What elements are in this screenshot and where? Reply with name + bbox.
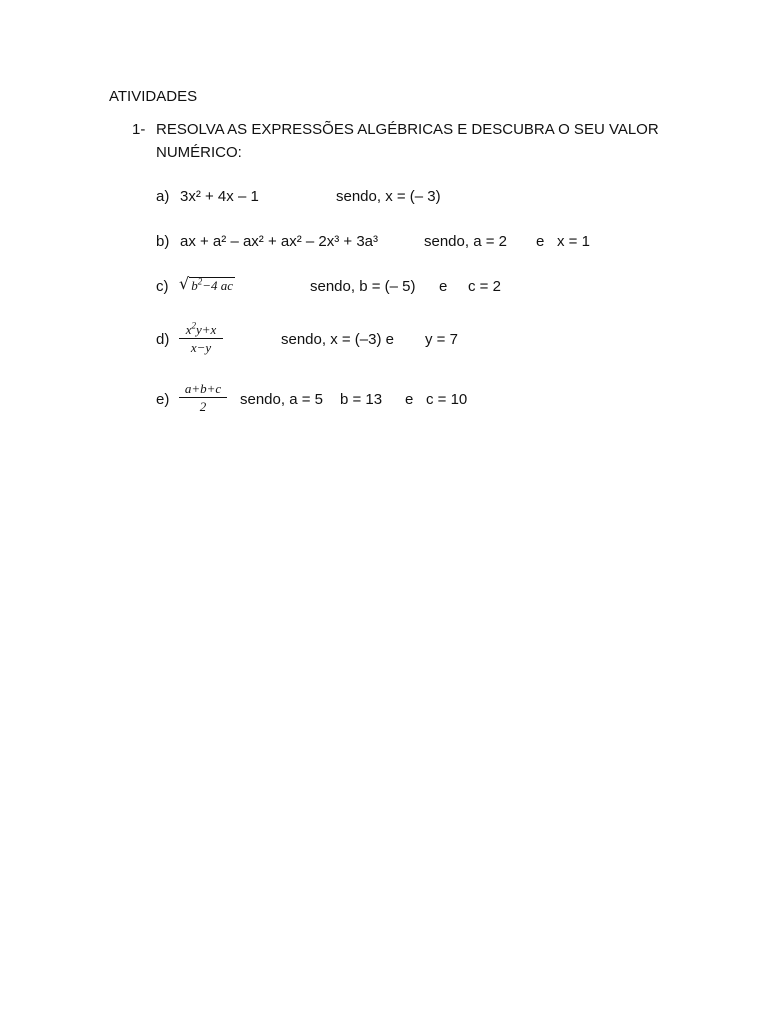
item-d-fraction [179, 322, 223, 355]
item-d-denominator: x−y [190, 340, 212, 355]
item-e-conj: e [405, 391, 414, 408]
item-b-conj: e [536, 233, 545, 250]
question-text-line2: NUMÉRICO: [156, 144, 242, 161]
item-e-condition2: c = 10 [426, 391, 468, 408]
fraction-bar [179, 397, 227, 398]
item-c-label: c) [156, 278, 169, 295]
item-d-numerator: $x^2y+x$ [185, 320, 217, 337]
item-b-label: b) [156, 233, 170, 250]
item-c-radicand: $b^2-4$ ac [191, 276, 233, 293]
item-b-condition: sendo, a = 2 [424, 233, 507, 250]
item-e-denominator: 2 [199, 399, 207, 414]
question-text-line1: RESOLVA AS EXPRESSÕES ALGÉBRICAS E DESCUBRA O SEU VALOR [156, 121, 659, 138]
item-d-condition2: y = 7 [425, 331, 458, 348]
item-c-condition2: c = 2 [468, 278, 501, 295]
item-e-fraction [179, 381, 227, 414]
item-c-sqrt-expression [179, 275, 235, 293]
radical-sign-icon: √ [179, 274, 190, 293]
item-e-condition-b: b = 13 [340, 391, 383, 408]
item-b-expression: ax + a² – ax² + ax² – 2x³ + 3a³ [180, 233, 379, 250]
fraction-bar [179, 338, 223, 339]
item-b-condition2: x = 1 [557, 233, 590, 250]
item-e-label: e) [156, 391, 170, 408]
heading: ATIVIDADES [109, 88, 198, 105]
item-a-label: a) [156, 188, 170, 205]
item-a-expression: 3x² + 4x – 1 [180, 188, 259, 205]
item-c-conj: e [439, 278, 448, 295]
item-e-condition: sendo, a = 5 [240, 391, 323, 408]
item-d-label: d) [156, 331, 170, 348]
item-e-numerator: a+b+c [184, 381, 222, 396]
item-c-condition: sendo, b = (– 5) [310, 278, 416, 295]
item-d-condition: sendo, x = (–3) e [281, 331, 394, 348]
item-a-condition: sendo, x = (– 3) [336, 188, 441, 205]
question-number: 1- [132, 121, 146, 138]
